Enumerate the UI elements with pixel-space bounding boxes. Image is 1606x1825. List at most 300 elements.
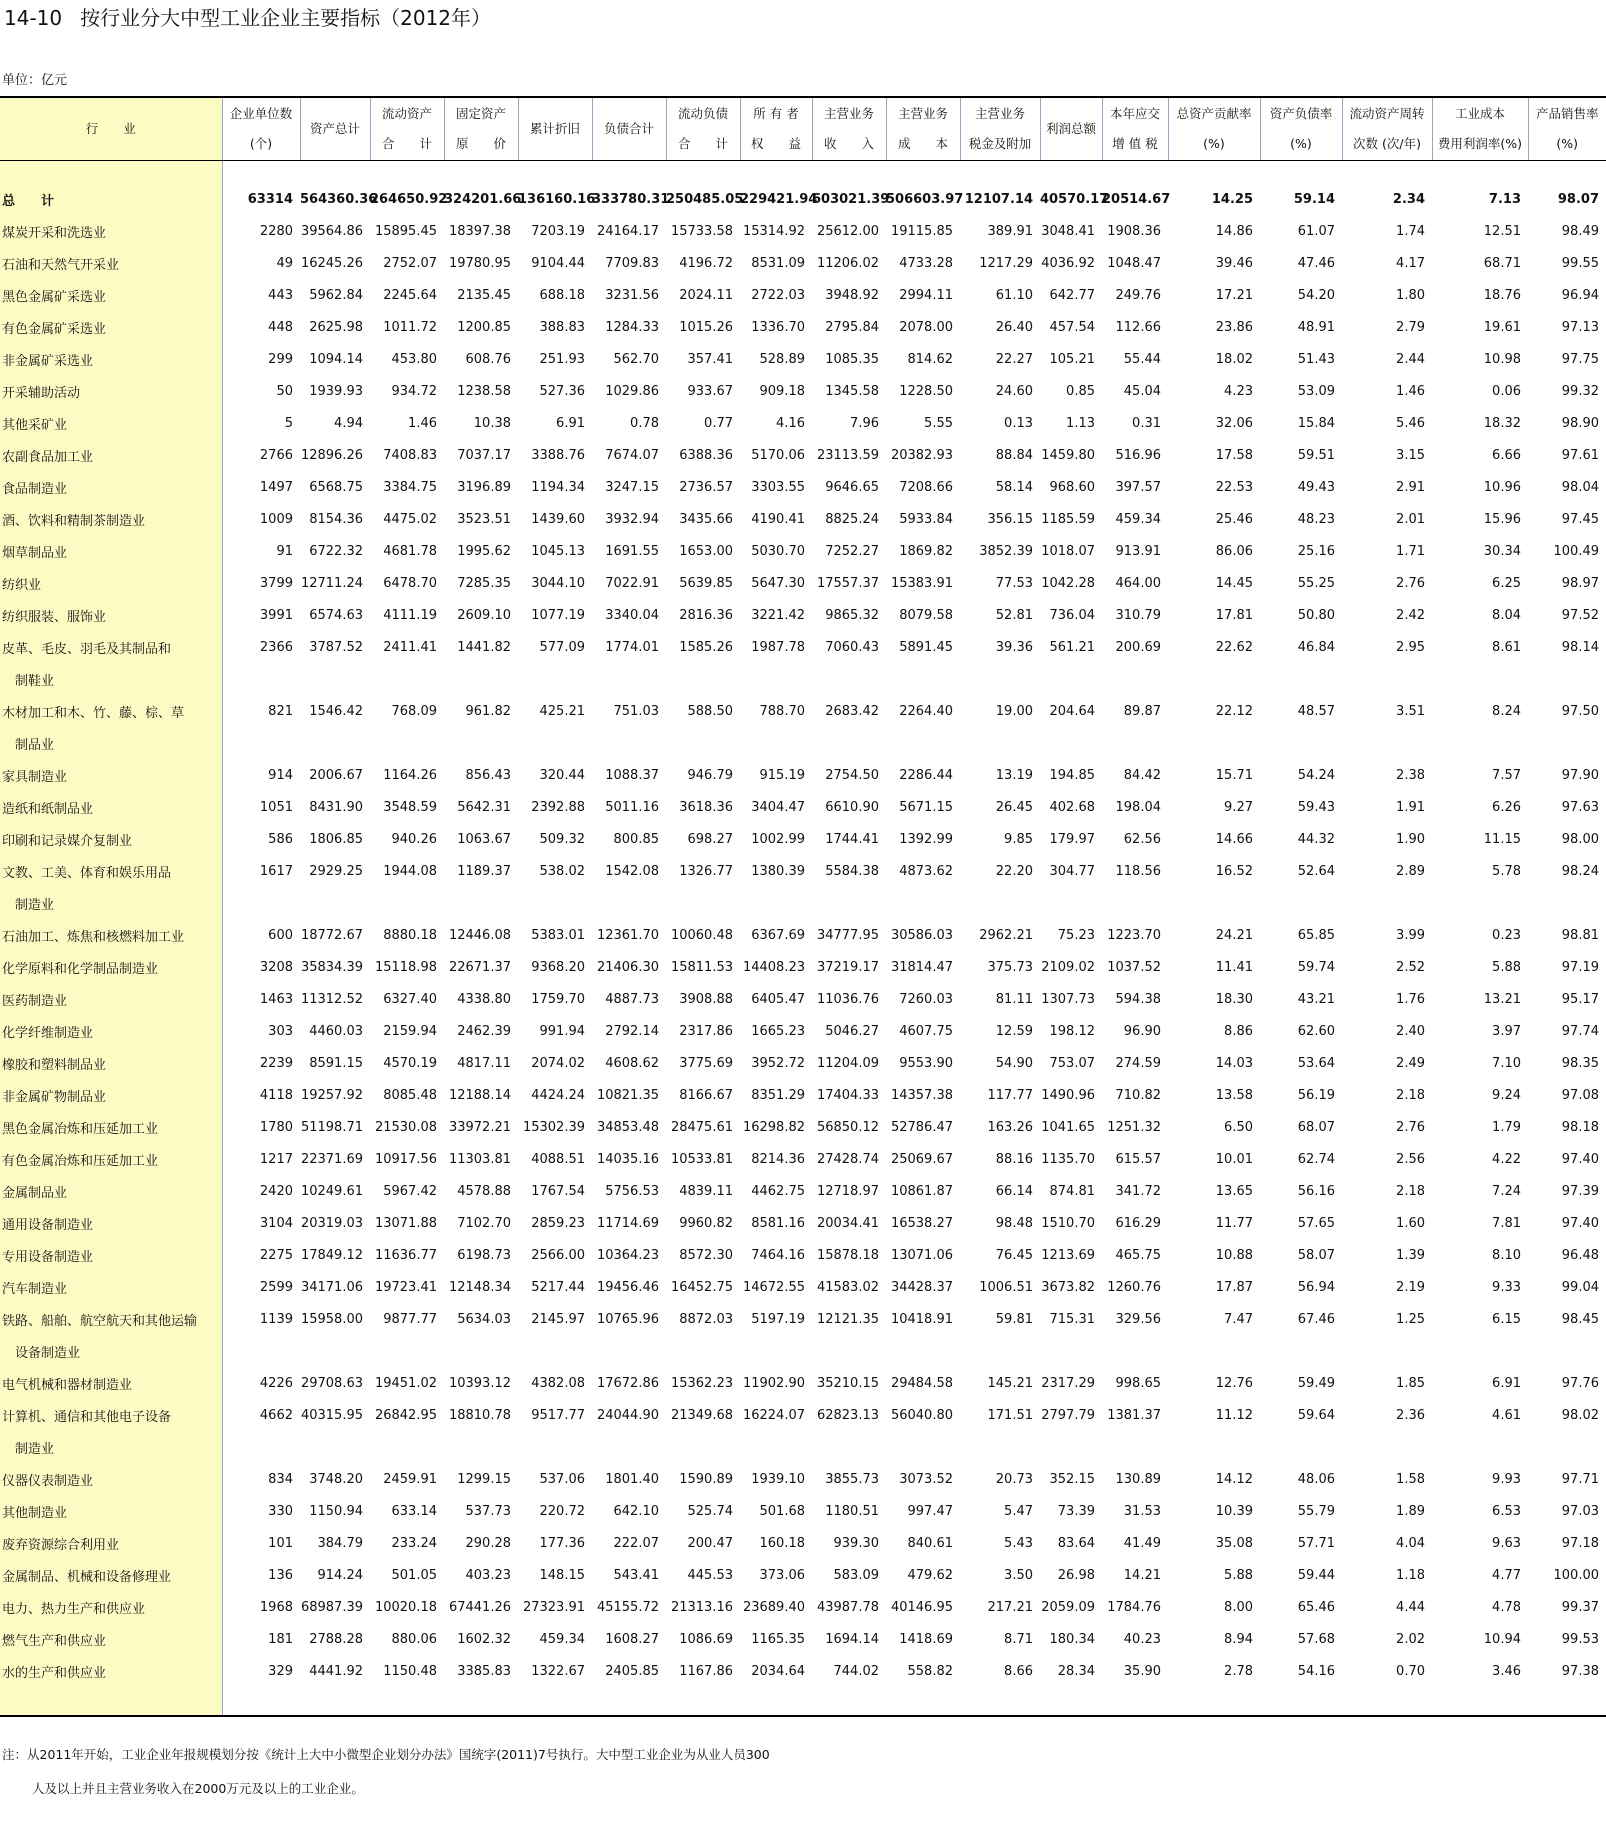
value-cell: 198.04: [1115, 799, 1161, 815]
value-cell: 35834.39: [300, 959, 363, 975]
value-cell: 233.24: [391, 1535, 437, 1551]
value-cell: 357.41: [687, 351, 733, 367]
value-cell: [960, 887, 1040, 919]
spacer-cell: [740, 1687, 812, 1716]
value-cell: 48.91: [1297, 319, 1335, 335]
value-cell: 3303.55: [751, 479, 805, 495]
value-cell: 8166.67: [679, 1087, 733, 1103]
value-cell: 2.18: [1396, 1087, 1425, 1103]
column-header-line1: 资产总计: [309, 121, 360, 136]
column-header-line2: 合 计: [381, 136, 432, 151]
value-cell: 99.55: [1561, 255, 1599, 271]
value-cell: 4.17: [1396, 255, 1425, 271]
value-cell: 163.26: [987, 1119, 1033, 1135]
value-cell: 220.72: [539, 1503, 585, 1519]
value-cell: 1608.27: [605, 1631, 659, 1647]
industry-name: 铁路、船舶、航空航天和其他运输: [0, 1303, 222, 1335]
industry-name: 纺织服装、服饰业: [0, 599, 222, 631]
value-cell: 753.07: [1049, 1055, 1095, 1071]
value-cell: 97.71: [1561, 1471, 1599, 1487]
column-header-line2: 费用利润率(%): [1437, 136, 1523, 151]
value-cell: [1102, 727, 1168, 759]
column-header: [1040, 97, 1102, 161]
value-cell: 217.21: [987, 1599, 1033, 1615]
value-cell: 20319.03: [300, 1215, 363, 1231]
value-cell: 97.76: [1561, 1375, 1599, 1391]
industry-name: 其他制造业: [0, 1495, 222, 1527]
value-cell: 7.13: [1488, 191, 1521, 207]
value-cell: 375.73: [987, 959, 1033, 975]
value-cell: 1939.10: [751, 1471, 805, 1487]
value-cell: 62.56: [1123, 831, 1161, 847]
value-cell: 222.07: [613, 1535, 659, 1551]
value-cell: 5197.19: [751, 1311, 805, 1327]
value-cell: 8.61: [1492, 639, 1521, 655]
column-header-line1: 行 业: [85, 121, 136, 136]
value-cell: 1767.54: [531, 1183, 585, 1199]
value-cell: 97.18: [1561, 1535, 1599, 1551]
value-cell: 22671.37: [448, 959, 511, 975]
value-cell: 62.60: [1297, 1023, 1335, 1039]
table-row: [0, 1047, 1606, 1079]
table-row: [0, 471, 1606, 503]
value-cell: 914.24: [317, 1567, 363, 1583]
column-header-line1: 所 有 者: [753, 106, 799, 121]
value-cell: 96.90: [1123, 1023, 1161, 1039]
value-cell: 11636.77: [374, 1247, 437, 1263]
value-cell: 464.00: [1115, 575, 1161, 591]
value-cell: 2.40: [1396, 1023, 1425, 1039]
value-cell: 501.05: [391, 1567, 437, 1583]
value-cell: 3404.47: [751, 799, 805, 815]
value-cell: [1040, 727, 1102, 759]
value-cell: 97.03: [1561, 1503, 1599, 1519]
value-cell: [740, 663, 812, 695]
value-cell: 26.98: [1057, 1567, 1095, 1583]
table-row: [0, 1239, 1606, 1271]
value-cell: 96.48: [1561, 1247, 1599, 1263]
value-cell: 1063.67: [457, 831, 511, 847]
value-cell: 3.99: [1396, 927, 1425, 943]
value-cell: [1342, 727, 1432, 759]
value-cell: 1085.35: [825, 351, 879, 367]
table-row: [0, 1207, 1606, 1239]
value-cell: 17.81: [1215, 607, 1253, 623]
value-cell: 7252.27: [825, 543, 879, 559]
column-header: [0, 97, 222, 161]
value-cell: 768.09: [391, 703, 437, 719]
value-cell: 4887.73: [605, 991, 659, 1007]
value-cell: 736.04: [1049, 607, 1095, 623]
data-table: [0, 96, 1606, 1717]
value-cell: 564360.36: [300, 191, 378, 207]
table-row: [0, 1655, 1606, 1687]
value-cell: 24.21: [1215, 927, 1253, 943]
value-cell: 56850.12: [816, 1119, 879, 1135]
industry-name: 计算机、通信和其他电子设备: [0, 1399, 222, 1431]
value-cell: 47.46: [1297, 255, 1335, 271]
value-cell: 95.17: [1561, 991, 1599, 1007]
footnote-line-1: 注：从2011年开始，工业企业年报规模划分按《统计上大中小微型企业划分办法》国统字(2011)7号执行。大中型工业企业为从业人员300: [2, 1747, 770, 1762]
industry-name: 制鞋业: [0, 663, 222, 695]
value-cell: 7022.91: [605, 575, 659, 591]
value-cell: 403.23: [465, 1567, 511, 1583]
value-cell: 52.64: [1297, 863, 1335, 879]
spacer-cell: [1168, 161, 1260, 184]
value-cell: 933.67: [687, 383, 733, 399]
value-cell: 4681.78: [383, 543, 437, 559]
value-cell: 373.06: [759, 1567, 805, 1583]
value-cell: 9.93: [1492, 1471, 1521, 1487]
value-cell: 333780.31: [592, 191, 670, 207]
industry-name: 皮革、毛皮、羽毛及其制品和: [0, 631, 222, 663]
value-cell: 821: [268, 703, 293, 719]
value-cell: 14408.23: [742, 959, 805, 975]
value-cell: [592, 1431, 666, 1463]
value-cell: [370, 727, 444, 759]
value-cell: 55.25: [1297, 575, 1335, 591]
value-cell: 2.02: [1396, 1631, 1425, 1647]
value-cell: 10.38: [473, 415, 511, 431]
value-cell: 25.46: [1215, 511, 1253, 527]
value-cell: 3048.41: [1041, 223, 1095, 239]
value-cell: 5046.27: [825, 1023, 879, 1039]
value-cell: 32.06: [1215, 415, 1253, 431]
value-cell: 2859.23: [531, 1215, 585, 1231]
value-cell: 100.00: [1553, 1567, 1599, 1583]
value-cell: 459.34: [539, 1631, 585, 1647]
value-cell: 0.77: [704, 415, 733, 431]
value-cell: 98.14: [1561, 639, 1599, 655]
column-header-line1: 利润总额: [1045, 121, 1096, 136]
value-cell: 2109.02: [1041, 959, 1095, 975]
value-cell: 4460.03: [309, 1023, 363, 1039]
value-cell: 2405.85: [605, 1663, 659, 1679]
value-cell: 710.82: [1115, 1087, 1161, 1103]
value-cell: 15.84: [1297, 415, 1335, 431]
value-cell: [886, 727, 960, 759]
value-cell: 0.70: [1396, 1663, 1425, 1679]
table-row: [0, 1175, 1606, 1207]
value-cell: 2145.97: [531, 1311, 585, 1327]
table-row: [0, 503, 1606, 535]
value-cell: 12.76: [1215, 1375, 1253, 1391]
value-cell: 14.21: [1123, 1567, 1161, 1583]
value-cell: [222, 1335, 300, 1367]
value-cell: 2.89: [1396, 863, 1425, 879]
column-header-line1: 固定资产: [455, 106, 506, 121]
value-cell: 968.60: [1049, 479, 1095, 495]
table-row: [0, 535, 1606, 567]
value-cell: 15118.98: [374, 959, 437, 975]
industry-name: 设备制造业: [0, 1335, 222, 1367]
value-cell: 97.75: [1561, 351, 1599, 367]
value-cell: 59.49: [1297, 1375, 1335, 1391]
column-header: [1168, 97, 1260, 161]
spacer-cell: [300, 161, 370, 184]
spacer-cell: [960, 1687, 1040, 1716]
value-cell: 1784.76: [1107, 1599, 1161, 1615]
value-cell: 53.09: [1297, 383, 1335, 399]
value-cell: 445.53: [687, 1567, 733, 1583]
value-cell: 1.13: [1066, 415, 1095, 431]
value-cell: 98.24: [1561, 863, 1599, 879]
value-cell: 1135.70: [1041, 1151, 1095, 1167]
column-header: [960, 97, 1040, 161]
industry-name: 食品制造业: [0, 471, 222, 503]
value-cell: 24044.90: [596, 1407, 659, 1423]
value-cell: [518, 663, 592, 695]
value-cell: 1968: [259, 1599, 293, 1615]
value-cell: 0.85: [1066, 383, 1095, 399]
value-cell: 506603.97: [886, 191, 964, 207]
value-cell: 1780: [259, 1119, 293, 1135]
value-cell: 800.85: [613, 831, 659, 847]
value-cell: 2459.91: [383, 1471, 437, 1487]
value-cell: 1165.35: [751, 1631, 805, 1647]
value-cell: 913.91: [1115, 543, 1161, 559]
value-cell: 915.19: [759, 767, 805, 783]
value-cell: 1381.37: [1107, 1407, 1161, 1423]
table-row: [0, 1591, 1606, 1623]
table-row: [0, 1495, 1606, 1527]
column-header-line2: 次数 (次/年): [1353, 136, 1421, 151]
value-cell: 16224.07: [742, 1407, 805, 1423]
value-cell: 1463: [259, 991, 293, 1007]
value-cell: 57.68: [1297, 1631, 1335, 1647]
value-cell: [1432, 663, 1528, 695]
value-cell: 299: [268, 351, 293, 367]
value-cell: 194.85: [1049, 767, 1095, 783]
value-cell: 10418.91: [890, 1311, 953, 1327]
value-cell: 17.58: [1215, 447, 1253, 463]
industry-name: 总 计: [0, 183, 222, 215]
value-cell: [666, 887, 740, 919]
value-cell: 97.13: [1561, 319, 1599, 335]
table-row: [0, 855, 1606, 887]
value-cell: 1002.99: [751, 831, 805, 847]
column-header: [1432, 97, 1528, 161]
value-cell: [1102, 1335, 1168, 1367]
value-cell: 4.04: [1396, 1535, 1425, 1551]
column-header-line2: (%): [1203, 136, 1225, 151]
value-cell: 558.82: [907, 1663, 953, 1679]
value-cell: 608.76: [465, 351, 511, 367]
value-cell: 1345.58: [825, 383, 879, 399]
value-cell: 5967.42: [383, 1183, 437, 1199]
value-cell: 28475.61: [670, 1119, 733, 1135]
value-cell: 52786.47: [890, 1119, 953, 1135]
value-cell: [960, 1335, 1040, 1367]
value-cell: [1040, 887, 1102, 919]
value-cell: 3247.15: [605, 479, 659, 495]
value-cell: [592, 663, 666, 695]
value-cell: 6.91: [1492, 1375, 1521, 1391]
value-cell: 834: [268, 1471, 293, 1487]
value-cell: 6198.73: [457, 1247, 511, 1263]
value-cell: 4570.19: [383, 1055, 437, 1071]
value-cell: 15362.23: [670, 1375, 733, 1391]
value-cell: 180.34: [1049, 1631, 1095, 1647]
value-cell: 934.72: [391, 383, 437, 399]
value-cell: [1102, 887, 1168, 919]
value-cell: 10249.61: [300, 1183, 363, 1199]
value-cell: 1602.32: [457, 1631, 511, 1647]
value-cell: [1432, 1431, 1528, 1463]
value-cell: 25.16: [1297, 543, 1335, 559]
column-header: [1260, 97, 1342, 161]
value-cell: 1336.70: [751, 319, 805, 335]
value-cell: 880.06: [391, 1631, 437, 1647]
value-cell: 55.79: [1297, 1503, 1335, 1519]
value-cell: 23113.59: [816, 447, 879, 463]
value-cell: [1102, 663, 1168, 695]
spacer-cell: [222, 1687, 300, 1716]
value-cell: 2795.84: [825, 319, 879, 335]
unit-label: 单位：亿元: [2, 73, 68, 88]
value-cell: [370, 663, 444, 695]
value-cell: 1694.14: [825, 1631, 879, 1647]
value-cell: 2.42: [1396, 607, 1425, 623]
value-cell: 7208.66: [899, 479, 953, 495]
value-cell: 998.65: [1115, 1375, 1161, 1391]
value-cell: 3952.72: [751, 1055, 805, 1071]
value-cell: 1459.80: [1041, 447, 1095, 463]
value-cell: 588.50: [687, 703, 733, 719]
value-cell: [812, 663, 886, 695]
column-header-line1: 流动资产: [381, 106, 432, 121]
value-cell: [1528, 727, 1606, 759]
value-cell: 40315.95: [300, 1407, 363, 1423]
value-cell: 34777.95: [816, 927, 879, 943]
column-header: [370, 97, 444, 161]
table-row: [0, 791, 1606, 823]
value-cell: [518, 1431, 592, 1463]
value-cell: 1744.41: [825, 831, 879, 847]
value-cell: 88.84: [995, 447, 1033, 463]
value-cell: 7285.35: [457, 575, 511, 591]
value-cell: [1168, 727, 1260, 759]
value-cell: 1213.69: [1041, 1247, 1095, 1263]
value-cell: 2420: [259, 1183, 293, 1199]
value-cell: 61.07: [1297, 223, 1335, 239]
value-cell: 3908.88: [679, 991, 733, 1007]
spacer-cell: [1432, 1687, 1528, 1716]
value-cell: [444, 727, 518, 759]
value-cell: 4338.80: [457, 991, 511, 1007]
value-cell: 31814.47: [890, 959, 953, 975]
value-cell: 388.83: [539, 319, 585, 335]
value-cell: 22.53: [1215, 479, 1253, 495]
value-cell: 1.80: [1396, 287, 1425, 303]
value-cell: 14.86: [1215, 223, 1253, 239]
value-cell: 2462.39: [457, 1023, 511, 1039]
value-cell: 1.89: [1396, 1503, 1425, 1519]
value-cell: 13071.06: [890, 1247, 953, 1263]
value-cell: 356.15: [987, 511, 1033, 527]
value-cell: 2752.07: [383, 255, 437, 271]
value-cell: 26.45: [995, 799, 1033, 815]
value-cell: 1006.51: [979, 1279, 1033, 1295]
value-cell: 59.74: [1297, 959, 1335, 975]
spacer-cell: [592, 161, 666, 184]
value-cell: 5933.84: [899, 511, 953, 527]
industry-name: 化学原料和化学制品制造业: [0, 951, 222, 983]
value-cell: 5011.16: [605, 799, 659, 815]
table-row: [0, 951, 1606, 983]
value-cell: 17672.86: [596, 1375, 659, 1391]
table-row: [0, 1367, 1606, 1399]
column-header: [1102, 97, 1168, 161]
industry-name: 造纸和纸制品业: [0, 791, 222, 823]
value-cell: [960, 1431, 1040, 1463]
value-cell: 21349.68: [670, 1407, 733, 1423]
value-cell: 7.81: [1492, 1215, 1521, 1231]
value-cell: 2.34: [1392, 191, 1425, 207]
value-cell: 65.85: [1297, 927, 1335, 943]
value-cell: 83.64: [1057, 1535, 1095, 1551]
value-cell: 14.25: [1211, 191, 1253, 207]
value-cell: 1869.82: [899, 543, 953, 559]
value-cell: 20034.41: [816, 1215, 879, 1231]
value-cell: 45155.72: [596, 1599, 659, 1615]
value-cell: 814.62: [907, 351, 953, 367]
industry-name: 印刷和记录媒介复制业: [0, 823, 222, 855]
table-row: [0, 887, 1606, 919]
value-cell: 8.24: [1492, 703, 1521, 719]
value-cell: 98.02: [1561, 1407, 1599, 1423]
value-cell: 48.23: [1297, 511, 1335, 527]
value-cell: 1139: [259, 1311, 293, 1327]
value-cell: 2.01: [1396, 511, 1425, 527]
value-cell: 11902.90: [742, 1375, 805, 1391]
value-cell: 101: [268, 1535, 293, 1551]
value-cell: 22371.69: [300, 1151, 363, 1167]
value-cell: 329.56: [1115, 1311, 1161, 1327]
industry-name: 金属制品、机械和设备修理业: [0, 1559, 222, 1591]
value-cell: 509.32: [539, 831, 585, 847]
value-cell: 1015.26: [679, 319, 733, 335]
value-cell: 1617: [259, 863, 293, 879]
value-cell: 914: [268, 767, 293, 783]
value-cell: 15.96: [1483, 511, 1521, 527]
value-cell: 1284.33: [605, 319, 659, 335]
value-cell: 274.59: [1115, 1055, 1161, 1071]
spacer-cell: [1040, 1687, 1102, 1716]
value-cell: 4424.24: [531, 1087, 585, 1103]
spacer-cell: [592, 1687, 666, 1716]
value-cell: 15733.58: [670, 223, 733, 239]
spacer-cell: [812, 1687, 886, 1716]
value-cell: 59.14: [1293, 191, 1335, 207]
value-cell: [1432, 727, 1528, 759]
spacer-cell: [1102, 161, 1168, 184]
value-cell: 3385.83: [457, 1663, 511, 1679]
value-cell: 98.81: [1561, 927, 1599, 943]
value-cell: [1260, 887, 1342, 919]
value-cell: 6.53: [1492, 1503, 1521, 1519]
value-cell: 15811.53: [670, 959, 733, 975]
value-cell: [370, 887, 444, 919]
column-header: [740, 97, 812, 161]
value-cell: 8.04: [1492, 607, 1521, 623]
value-cell: 6568.75: [309, 479, 363, 495]
value-cell: 997.47: [907, 1503, 953, 1519]
value-cell: 11312.52: [300, 991, 363, 1007]
value-cell: 16452.75: [670, 1279, 733, 1295]
value-cell: [1040, 1335, 1102, 1367]
value-cell: 1441.82: [457, 639, 511, 655]
